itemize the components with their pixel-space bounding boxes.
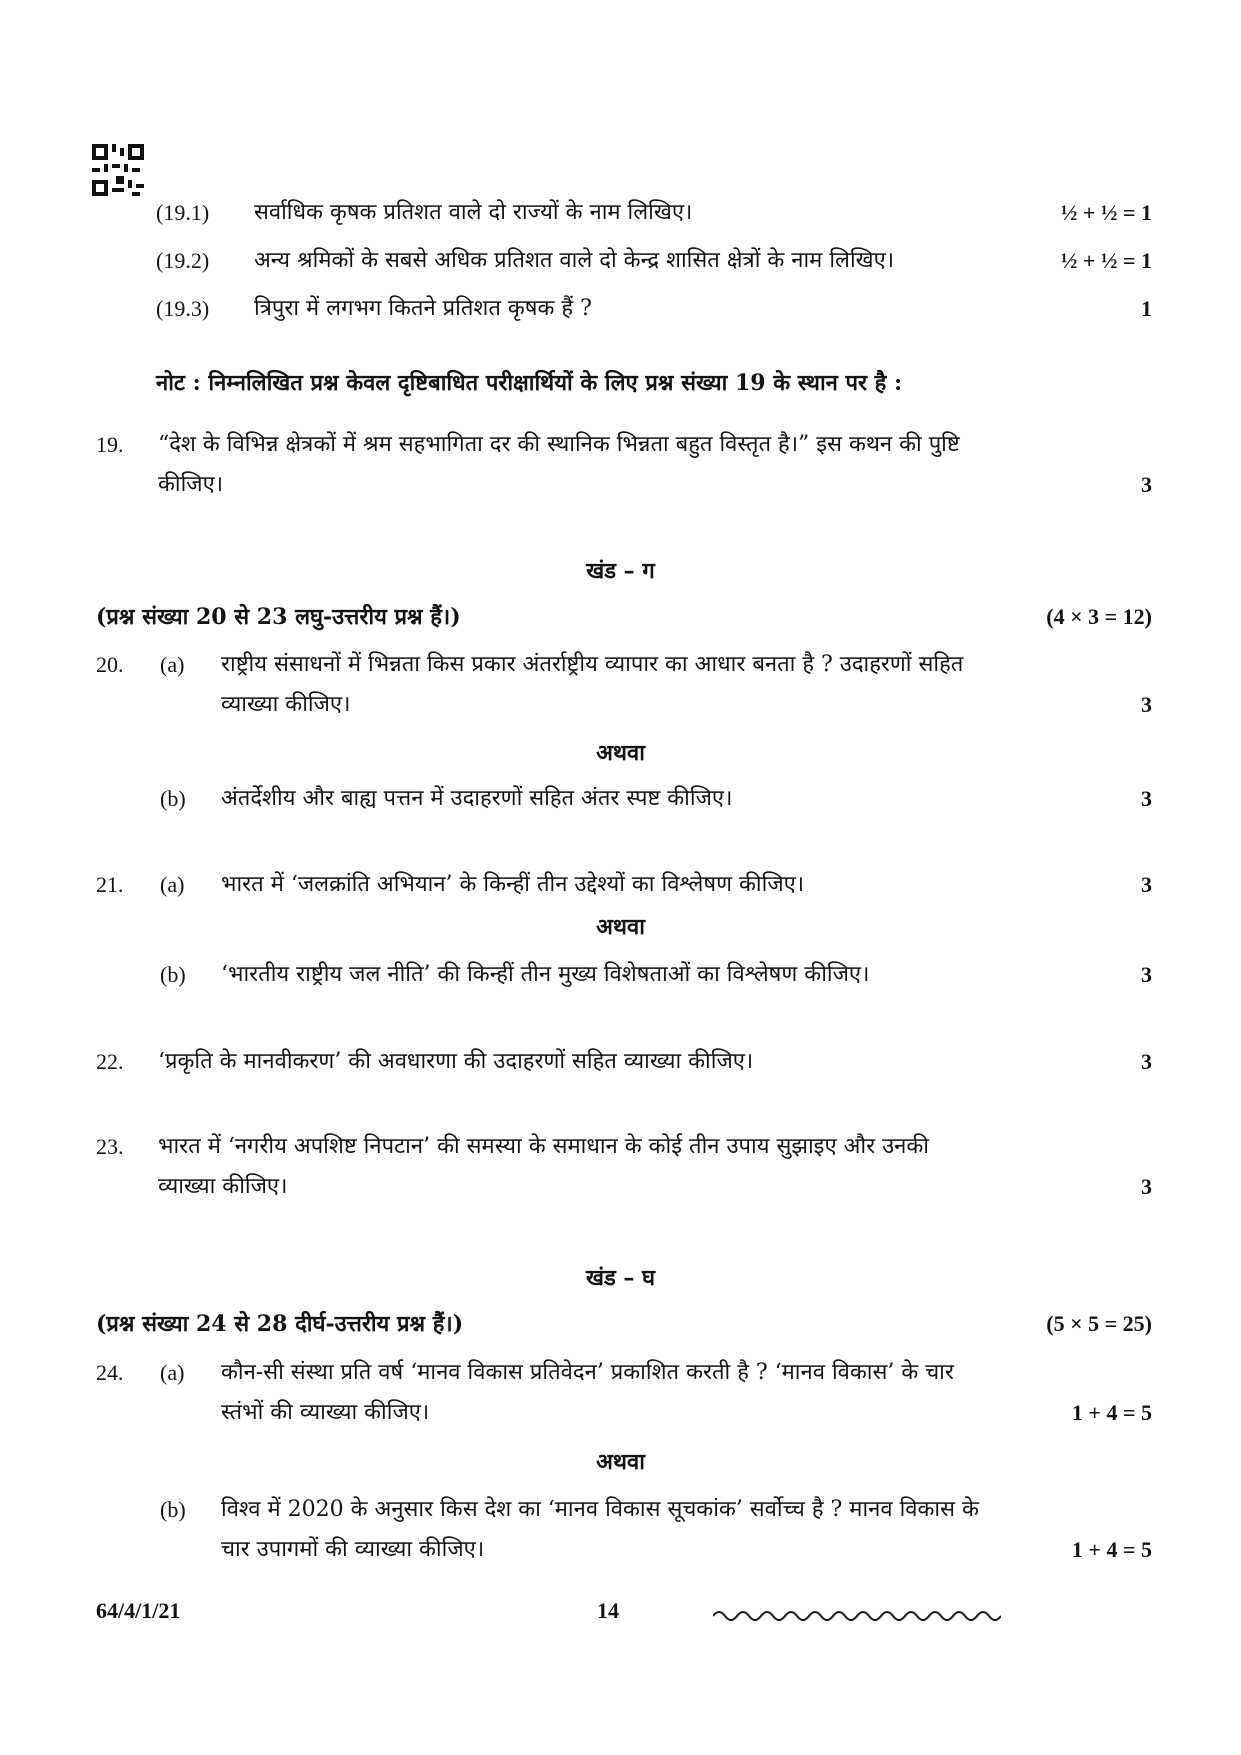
option-label-b: (b) (160, 1497, 186, 1522)
page-number: 14 (597, 1598, 619, 1623)
marks: ½ + ½ = 1 (1060, 248, 1152, 273)
sub-question-text: अन्य श्रमिकों के सबसे अधिक प्रतिशत वाले दो केन्द्र शासित क्षेत्रों के नाम लिखिए। (254, 248, 895, 273)
marks: 1 + 4 = 5 (1071, 1537, 1152, 1562)
option-b-text: अंतर्देशीय और बाह्य पत्तन में उदाहरणों सहित अंतर स्पष्ट कीजिए। (221, 786, 733, 811)
marks: 3 (1141, 962, 1152, 987)
option-a-text-line-1: कौन-सी संस्था प्रति वर्ष ‘मानव विकास प्रतिवेदन’ प्रकाशित करती है ? ‘मानव विकास’ के चार (221, 1360, 954, 1385)
section-c-marks: (4 × 3 = 12) (1046, 604, 1152, 629)
marks: 3 (1141, 1174, 1152, 1199)
marks: 3 (1141, 472, 1152, 497)
or-label: अथवा (596, 914, 645, 940)
section-c-instruction: (प्रश्न संख्या 20 से 23 लघु-उत्तरीय प्रश्न हैं।) (96, 604, 461, 630)
question-text-line-2: व्याख्या कीजिए। (158, 1174, 288, 1199)
question-number: 19. (96, 432, 124, 457)
question-text-line-2: कीजिए। (158, 472, 224, 497)
sub-question-text: त्रिपुरा में लगभग कितने प्रतिशत कृषक हैं ? (254, 296, 592, 321)
option-label-b: (b) (160, 962, 186, 987)
marks: 3 (1141, 872, 1152, 897)
sub-question-number: (19.2) (156, 248, 210, 273)
option-a-text-line-2: व्याख्या कीजिए। (221, 692, 351, 717)
sub-question-number: (19.3) (156, 296, 210, 321)
or-label: अथवा (596, 740, 645, 766)
option-a-text-line-1: राष्ट्रीय संसाधनों में भिन्नता किस प्रकार अंतर्राष्ट्रीय व्यापार का आधार बनता है ? उदाहरणों सहित (221, 652, 964, 677)
question-number: 21. (96, 872, 124, 897)
wavy-line-decoration (713, 1608, 1001, 1624)
marks: ½ + ½ = 1 (1060, 200, 1152, 225)
option-b-text: ‘भारतीय राष्ट्रीय जल नीति’ की किन्हीं तीन मुख्य विशेषताओं का विश्लेषण कीजिए। (221, 962, 870, 987)
sub-question-text: सर्वाधिक कृषक प्रतिशत वाले दो राज्यों के नाम लिखिए। (254, 200, 693, 225)
option-a-text: भारत में ‘जलक्रांति अभियान’ के किन्हीं तीन उद्देश्यों का विश्लेषण कीजिए। (221, 872, 805, 897)
option-a-text-line-2: स्तंभों की व्याख्या कीजिए। (221, 1400, 430, 1425)
marks: 3 (1141, 1049, 1152, 1074)
option-label-a: (a) (160, 1360, 185, 1385)
note-visually-impaired: नोट : निम्नलिखित प्रश्न केवल दृष्टिबाधित परीक्षार्थियों के लिए प्रश्न संख्या 19 के स्थान पर है : (156, 370, 903, 396)
option-label-b: (b) (160, 786, 186, 811)
question-number: 22. (96, 1049, 124, 1074)
option-b-text-line-2: चार उपागमों की व्याख्या कीजिए। (221, 1537, 485, 1562)
section-d-marks: (5 × 5 = 25) (1046, 1311, 1152, 1336)
question-number: 20. (96, 652, 124, 677)
option-b-text-line-1: विश्व में 2020 के अनुसार किस देश का ‘मानव विकास सूचकांक’ सर्वोच्च है ? मानव विकास के (221, 1497, 979, 1522)
or-label: अथवा (596, 1449, 645, 1475)
section-d-heading: खंड – घ (585, 1265, 656, 1291)
qr-code-icon (92, 144, 144, 196)
option-label-a: (a) (160, 652, 185, 677)
marks: 1 (1141, 296, 1152, 321)
sub-question-number: (19.1) (156, 200, 210, 225)
paper-code: 64/4/1/21 (96, 1598, 181, 1623)
question-text-line-1: भारत में ‘नगरीय अपशिष्ट निपटान’ की समस्या के समाधान के कोई तीन उपाय सुझाइए और उनकी (158, 1134, 929, 1159)
option-label-a: (a) (160, 872, 185, 897)
marks: 3 (1141, 786, 1152, 811)
marks: 1 + 4 = 5 (1071, 1400, 1152, 1425)
question-number: 24. (96, 1360, 124, 1385)
marks: 3 (1141, 692, 1152, 717)
section-d-instruction: (प्रश्न संख्या 24 से 28 दीर्घ-उत्तरीय प्रश्न हैं।) (96, 1311, 464, 1337)
section-c-heading: खंड – ग (586, 558, 655, 584)
question-text-line-1: “देश के विभिन्न क्षेत्रकों में श्रम सहभागिता दर की स्थानिक भिन्नता बहुत विस्तृत है।” इस कथन की पुष्टि (158, 432, 960, 457)
question-number: 23. (96, 1134, 124, 1159)
question-text: ‘प्रकृति के मानवीकरण’ की अवधारणा की उदाहरणों सहित व्याख्या कीजिए। (158, 1049, 754, 1074)
